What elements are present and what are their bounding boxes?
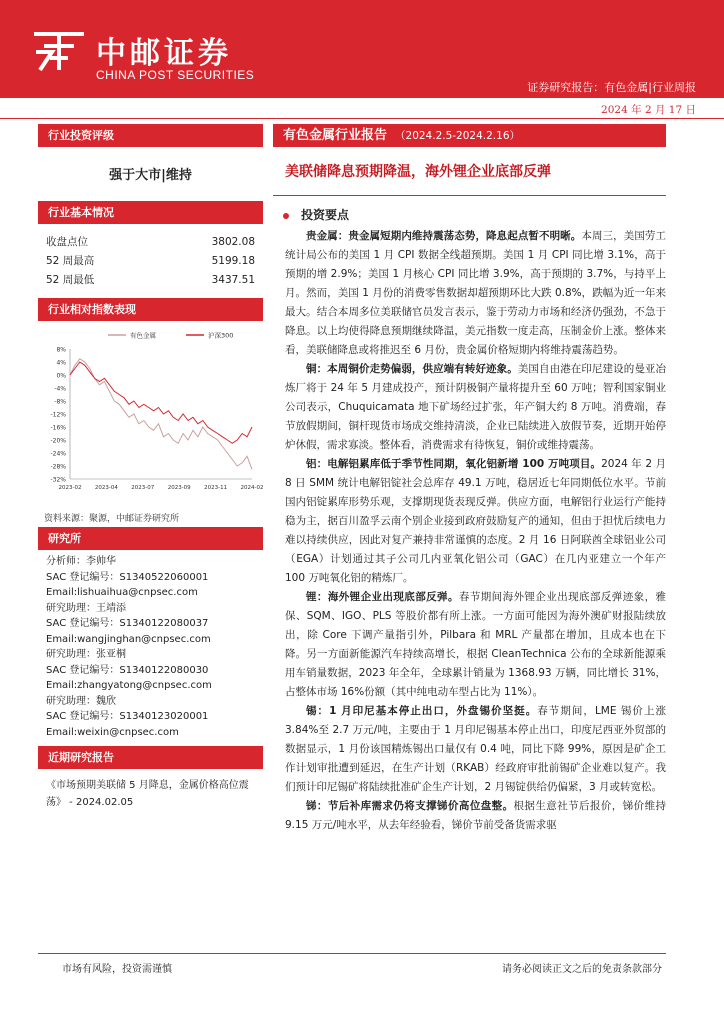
paragraph-lead: 铜：本周铜价走势偏弱，供应端有转好迹象。 [306, 363, 518, 375]
paragraph-lead: 铝：电解铝累库低于季节性同期，氧化铝新增 100 万吨项目。 [306, 458, 602, 470]
header-divider [0, 118, 724, 119]
chart-source: 资料来源：聚源，中邮证券研究所 [44, 514, 180, 524]
industry-rating: 强于大市|维持 [109, 168, 192, 183]
key-points-heading [273, 196, 666, 227]
key-points-label: 投资要点 [301, 208, 350, 222]
basic-info-value: 3802.08 [211, 236, 255, 248]
footer-disclaimer-note: 请务必阅读正文之后的免责条款部分 [502, 964, 662, 975]
recent-reports-heading: 近期研究报告 [38, 746, 263, 769]
report-type: 证券研究报告：有色金属|行业周报 [527, 81, 696, 94]
report-title: 有色金属行业报告 [283, 128, 388, 143]
legend-label: 沪深300 [208, 331, 234, 340]
footer-risk-note: 市场有风险，投资需谨慎 [62, 964, 172, 975]
sidebar [38, 124, 263, 811]
report-period: （2024.2.5-2024.2.16） [395, 130, 521, 142]
paragraph-body: 2024 年 2 月 8 日 SMM 统计电解铝锭社会总库存 49.1 万吨，稳居近七年同期低位水平。节前国内铝锭累库形势乐观，支撑期现货表现反弹。供应方面，电解铝行业运行产能持稳为主，据百川盈孚云南个别企业接到政府鼓励复产的通知，但由于担忧后续电力难以持续供应，因此对复产兼持非常谨慎的态度。2 月 16 日阿联酋全球铝业公司（EGA）计划通过其子公司几内亚氧化铝公司（GAC）在几内亚建立一个年产 100 万吨氧化铝的精炼厂。 [285, 458, 666, 584]
analyst-email[interactable]: Email:lishuaihua@cnpsec.com [46, 587, 198, 598]
analyst-line: SAC 登记编号：S1340122080030 [46, 664, 209, 676]
paragraph-aluminum [285, 455, 666, 588]
report-header [0, 0, 724, 98]
y-tick-label: -32% [50, 476, 66, 484]
basic-info-value: 5199.18 [211, 255, 255, 267]
analyst-email[interactable]: Email:zhangyatong@cnpsec.com [46, 680, 212, 691]
bullet-icon [283, 213, 289, 219]
y-tick-label: -20% [50, 437, 66, 445]
footer-divider [38, 953, 666, 954]
analyst-line: SAC 登记编号：S1340122080037 [46, 618, 209, 629]
legend-label: 有色金属 [130, 331, 156, 340]
basic-info-label: 收盘点位 [46, 236, 88, 248]
research-heading: 研究所 [38, 527, 263, 550]
basic-info-label: 52 周最高 [46, 255, 95, 267]
basic-info-row [38, 233, 263, 252]
paragraph-body: 春节期间，LME 锡价上涨 3.84%至 2.7 万元/吨，主要由于 1 月印尼锡基本停止出口，印度尼西亚外贸部的数据显示，1 月份该国精炼锡出口量仅有 0.4 吨，同比下降 99%，原因是矿企工作计划审批遭到延迟，在生产计划（RKAB）经政府审批前锡矿企业难以复产。我们预计印尼锡矿将陆续批准矿企生产计划，2 月锡锭供给仍偏紧，3 月或转宽松。 [285, 705, 666, 793]
china-post-logo-icon [30, 26, 88, 72]
basic-info-heading: 行业基本情况 [38, 201, 263, 224]
paragraph-body: 本周三，美国劳工统计局公布的美国 1 月 CPI 数据全线超预期。美国 1 月 CPI 同比增 3.1%，高于预期的增 2.9%；美国 1 月核心 CPI 同比增 3.9%，高于预期的 3.7%，与持平上月。然而，美国 1 月份的消费零售数据却超预期环比大跌 0.8%，跌幅为近一年来最大。结合本周多位美联储官员发言表示，鉴于劳动力市场和经济仍强劲，不急于降息。以上均使得降息预期继续降温，美元指数一度走高，压制金价上涨。整体来看，美联储降息或将推迟至 6 月份，贵金属价格短期内将维持震荡趋势。 [285, 230, 667, 356]
basic-info-row [38, 271, 263, 290]
relative-performance-chart [38, 321, 263, 509]
analyst-line: 分析师：李帅华 [46, 556, 116, 567]
analyst-line: SAC 登记编号：S1340522060001 [46, 571, 209, 583]
paragraph-lead: 锡：1 月印尼基本停止出口，外盘锡价坚挺。 [306, 705, 538, 717]
paragraph-tin [285, 702, 666, 797]
performance-chart-svg [38, 321, 263, 509]
analyst-line: 研究助理：张亚桐 [46, 649, 126, 660]
x-tick-label: 2023-07 [131, 485, 155, 491]
analyst-line: 研究助理：魏欣 [46, 695, 116, 707]
x-tick-label: 2023-04 [94, 485, 118, 491]
paragraph-body: 根据生意社节后报价，锑价维持 9.15 万元/吨水平，从去年经验看，锑价节前受备货需求驱 [285, 800, 666, 831]
paragraph-lead: 贵金属：贵金属短期内维持震荡态势，降息起点暂不明晰。 [306, 230, 582, 242]
report-title-bar [273, 124, 666, 147]
x-tick-label: 2023-11 [204, 485, 228, 491]
y-tick-label: 8% [56, 346, 66, 354]
y-tick-label: -8% [54, 398, 66, 406]
rating-heading: 行业投资评级 [38, 124, 263, 147]
x-tick-label: 2024-02 [240, 485, 263, 491]
basic-info-label: 52 周最低 [46, 274, 95, 286]
report-date: 2024 年 2 月 17 日 [601, 104, 696, 116]
paragraph-precious-metals [285, 227, 666, 360]
y-tick-label: 0% [56, 372, 66, 380]
analyst-line: 研究助理：王靖添 [46, 602, 126, 614]
paragraph-body: 美国自由港在印尼建设的曼亚冶炼厂将于 24 年 5 月建成投产，预计阴极铜产量将提升至 60 万吨；智利国家铜业公司表示，Chuquicamata 地下矿场经过扩张，年产铜大约 8 万吨。消费端，春节放假期间，铜杆现货市场成交维持清淡，企业已陆续进入放假节奏，近期开始停炉休假，需求寡淡。整体看，消费需求有待恢复，铜价或维持震荡。 [285, 363, 667, 451]
paragraph-body: 春节期间海外锂企业出现底部反弹迹象，雅保、SQM、IGO、PLS 等股价都有所上涨。一方面可能因为海外澳矿财报陆续放出，除 Core 下调产量指引外，Pilbara 和 MRL 产量都在增加，且成本也在下降。另一方面新能源汽车持续高增长，根据 CleanTechnica 公布的全球新能源乘用车销量数据，2023 年全年，全球累计销量为 1368.93 万辆，同比增长 31%，占整体市场 16%份额（其中纯电动车型占比为 11%）。 [285, 591, 666, 698]
basic-info-list [38, 224, 263, 298]
relative-performance-heading: 行业相对指数表现 [38, 298, 263, 321]
y-tick-label: 4% [56, 359, 66, 367]
main-content [273, 124, 666, 835]
brand-name-cn: 中邮证券 [96, 36, 232, 71]
y-tick-label: -4% [54, 385, 66, 393]
y-tick-label: -28% [50, 463, 66, 471]
paragraph-lead: 锂：海外锂企业出现底部反弹。 [306, 591, 459, 603]
analyst-email[interactable]: Email:weixin@cnpsec.com [46, 726, 179, 738]
basic-info-row [38, 252, 263, 271]
basic-info-value: 3437.51 [211, 274, 255, 286]
analyst-line: SAC 登记编号：S1340123020001 [46, 711, 209, 722]
paragraph-antimony [285, 797, 666, 835]
series-line [70, 359, 252, 470]
x-tick-label: 2023-09 [167, 485, 191, 491]
recent-report-link[interactable]: 《市场预期美联储 5 月降息，金属价格高位震荡》 - 2024.02.05 [46, 780, 249, 808]
analyst-list [38, 550, 263, 746]
y-tick-label: -24% [50, 450, 66, 458]
y-tick-label: -12% [50, 411, 66, 419]
paragraph-copper [285, 360, 666, 455]
report-headline: 美联储降息预期降温，海外锂企业底部反弹 [285, 164, 551, 180]
analyst-email[interactable]: Email:wangjinghan@cnpsec.com [46, 633, 211, 645]
paragraph-lead: 锑：节后补库需求仍将支撑锑价高位盘整。 [306, 800, 514, 812]
y-tick-label: -16% [50, 424, 66, 432]
brand-name-en: CHINA POST SECURITIES [96, 68, 255, 82]
x-tick-label: 2023-02 [58, 485, 82, 491]
paragraph-lithium [285, 588, 666, 702]
